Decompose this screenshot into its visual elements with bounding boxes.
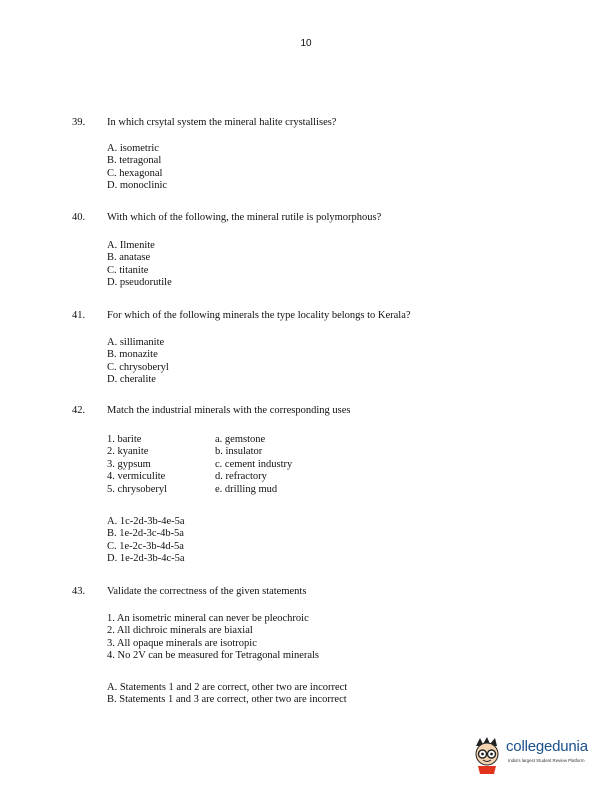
option-d: D. pseudorutile [107,277,172,289]
option-b: B. Statements 1 and 3 are correct, other two are incorrect [107,694,347,706]
option-b: B. monazite [107,349,158,361]
option-a: A. Statements 1 and 2 are correct, other two are incorrect [107,682,348,693]
statement-item: 4. No 2V can be measured for Tetragonal minerals [107,650,320,662]
question-text: Validate the correctness of the given statements [107,586,307,597]
question-number: 43. [72,586,86,597]
question-text: With which of the following, the mineral rutile is polymorphous? [107,212,382,223]
option-a: A. 1c-2d-3b-4e-5a [107,516,185,527]
use-item: d. refractory [215,471,267,483]
option-b: B. anatase [107,252,151,264]
statements-list [107,613,319,663]
question-number: 39. [72,117,86,128]
mineral-item: 4. vermiculite [107,471,166,483]
use-item: e. drilling mud [215,483,278,495]
option-d: D. 1e-2d-3b-4c-5a [107,553,185,565]
question-text: Match the industrial minerals with the corresponding uses [107,405,351,416]
statement-item: 3. All opaque minerals are isotropic [107,637,257,649]
question-number: 41. [72,310,86,321]
option-a: A. Ilmenite [107,240,155,251]
options-list [107,240,172,290]
option-c: C. chrysoberyl [107,361,169,373]
mineral-item: 3. gypsum [107,458,151,470]
options-list [107,143,167,193]
statement-item: 1. An isometric mineral can never be pleochroic [107,613,309,624]
options-list [107,337,169,387]
page-number: 10 [300,38,312,49]
question-number: 42. [72,405,86,416]
option-d: D. monoclinic [107,180,168,192]
logo-tagline: India's largest Student Review Platform [508,758,585,763]
option-a: A. isometric [107,143,159,154]
option-a: A. sillimanite [107,337,165,348]
options-list [107,682,347,707]
use-item: a. gemstone [215,434,266,445]
option-b: B. tetragonal [107,155,162,167]
uses-list [215,434,292,496]
mineral-item: 1. barite [107,434,142,445]
option-c: C. titanite [107,264,149,276]
option-c: C. hexagonal [107,167,163,179]
mascot-icon [470,736,504,774]
question-text: For which of the following minerals the type locality belongs to Kerala? [107,310,411,321]
option-b: B. 1e-2d-3c-4b-5a [107,528,184,540]
logo-wordmark: collegedunia [506,738,588,755]
options-list [107,516,185,566]
question-text: In which crsytal system the mineral halite crystallises? [107,117,337,128]
question-number: 40. [72,212,86,223]
statement-item: 2. All dichroic minerals are biaxial [107,625,253,637]
mineral-item: 2. kyanite [107,446,149,458]
use-item: c. cement industry [215,458,293,470]
mineral-item: 5. chrysoberyl [107,483,168,495]
option-d: D. cheralite [107,374,156,386]
use-item: b. insulator [215,446,263,458]
collegedunia-logo [470,736,600,776]
mineral-list [107,434,167,496]
option-c: C. 1e-2c-3b-4d-5a [107,540,184,552]
